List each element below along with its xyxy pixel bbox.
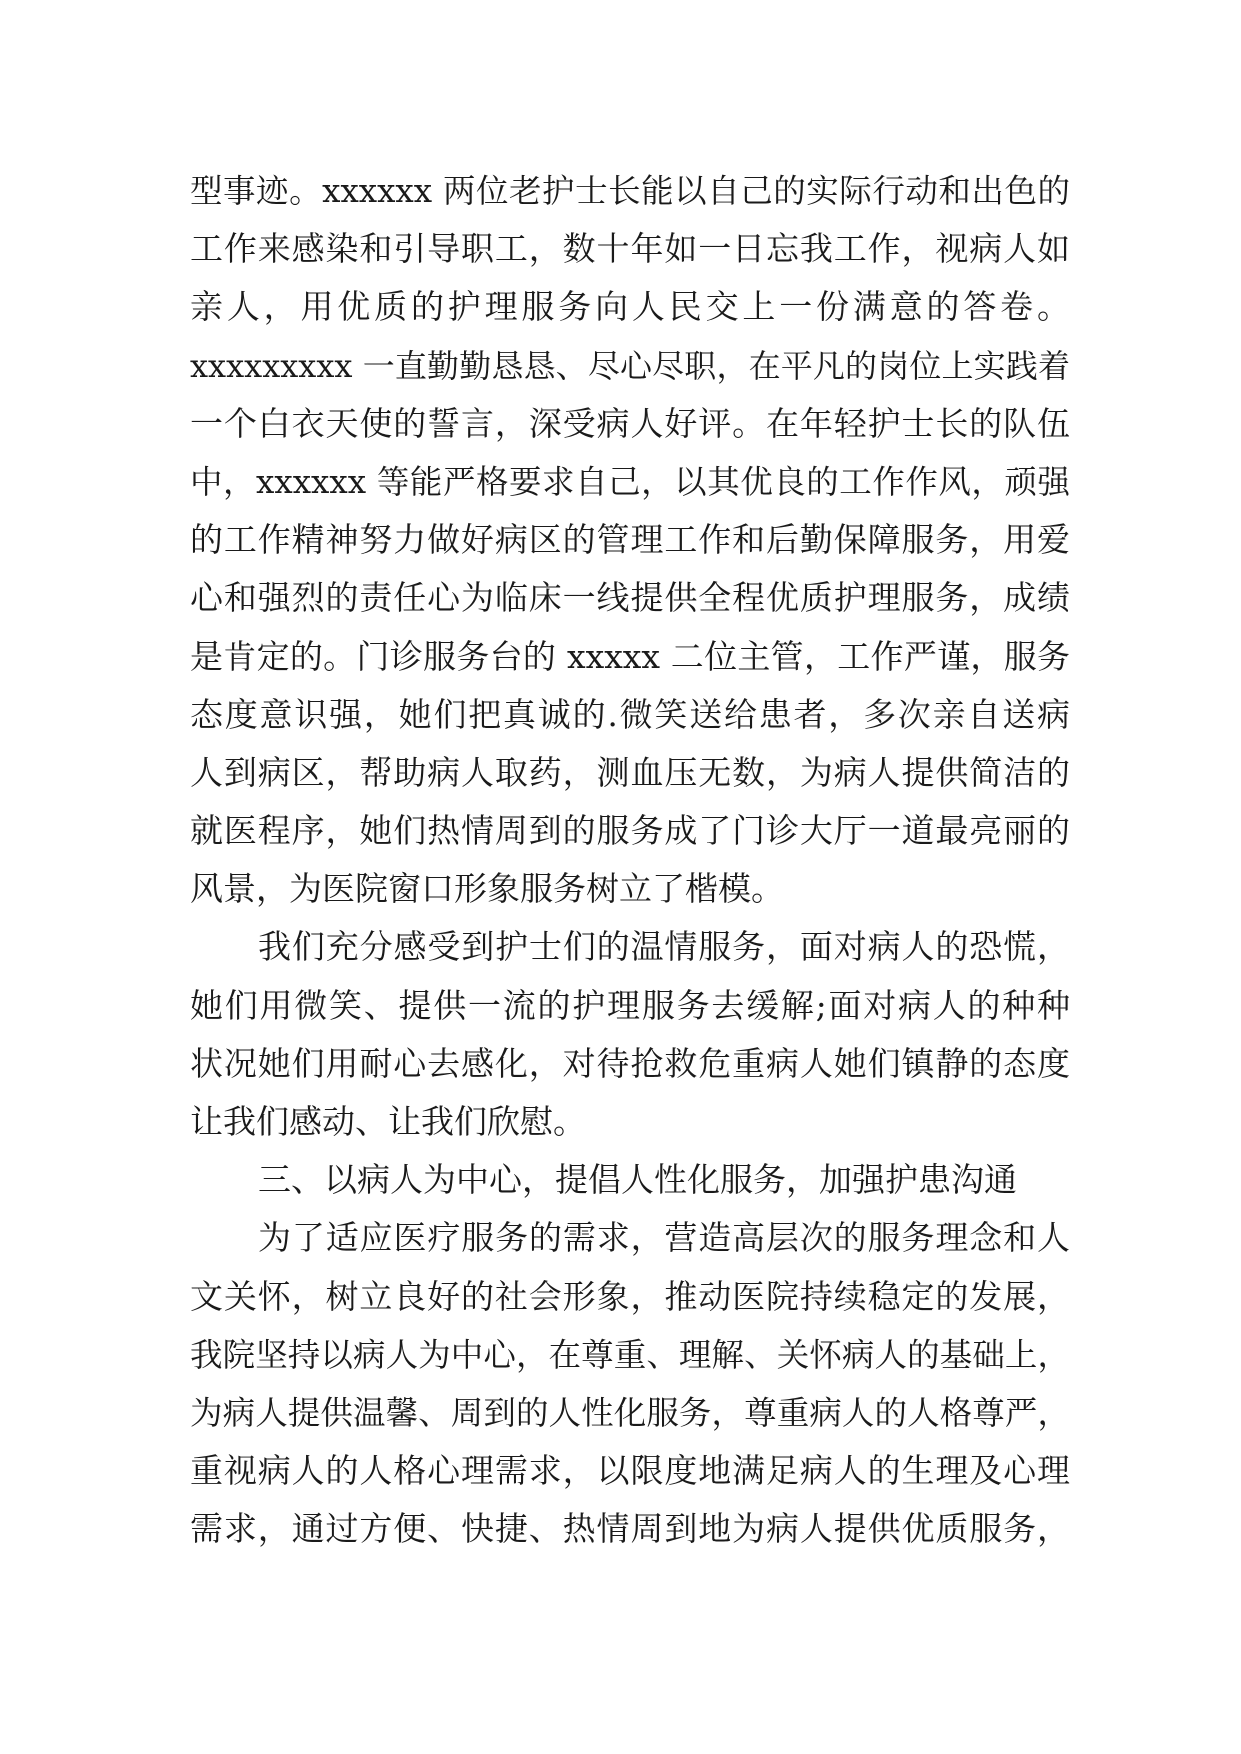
text-line: 她们用微笑、提供一流的护理服务去缓解;面对病人的种种 [190,985,1070,1025]
text-line: 型事迹。xxxxxx 两位老护士长能以自己的实际行动和出色的 [190,172,1070,210]
text-line: 亲人，用优质的护理服务向人民交上一份满意的答卷。 [190,287,1070,327]
text-line: 态度意识强，她们把真诚的.微笑送给患者，多次亲自送病 [190,694,1070,734]
text-line: 心和强烈的责任心为临床一线提供全程优质护理服务，成绩 [190,578,1070,618]
text-line: 为病人提供温馨、周到的人性化服务，尊重病人的人格尊严， [190,1393,1070,1432]
text-line: 人到病区，帮助病人取药，测血压无数，为病人提供简洁的 [190,752,1070,792]
text-line: 中，xxxxxx 等能严格要求自己，以其优良的工作作风，顽强 [190,462,1070,501]
text-line: 文关怀，树立良好的社会形象，推动医院持续稳定的发展， [190,1276,1070,1316]
text-line: xxxxxxxxx 一直勤勤恳恳、尽心尽职，在平凡的岗位上实践着 [190,346,1070,385]
section-heading: 三、以病人为中心，提倡人性化服务，加强护患沟通 [258,1160,1017,1200]
text-line: 我院坚持以病人为中心，在尊重、理解、关怀病人的基础上， [190,1335,1070,1374]
text-line: 需求，通过方便、快捷、热情周到地为病人提供优质服务， [190,1509,1070,1549]
document-body [190,162,1070,1559]
paragraph-first-line: 我们充分感受到护士们的温情服务，面对病人的恐慌， [258,927,1070,967]
paragraph-first-line: 为了适应医疗服务的需求，营造高层次的服务理念和人 [258,1218,1070,1258]
text-line: 让我们感动、让我们欣慰。 [190,1102,586,1141]
text-line: 一个白衣天使的誓言，深受病人好评。在年轻护士长的队伍 [190,403,1070,443]
text-line: 工作来感染和引导职工，数十年如一日忘我工作，视病人如 [190,229,1070,269]
text-line: 风景，为医院窗口形象服务树立了楷模。 [190,869,784,909]
text-line: 的工作精神努力做好病区的管理工作和后勤保障服务，用爱 [190,520,1070,560]
text-line: 重视病人的人格心理需求，以限度地满足病人的生理及心理 [190,1451,1070,1491]
text-line: 是肯定的。门诊服务台的 xxxxx 二位主管，工作严谨，服务 [190,636,1070,676]
text-line: 状况她们用耐心去感化，对待抢救危重病人她们镇静的态度 [190,1043,1070,1083]
text-line: 就医程序，她们热情周到的服务成了门诊大厅一道最亮丽的 [190,811,1070,851]
